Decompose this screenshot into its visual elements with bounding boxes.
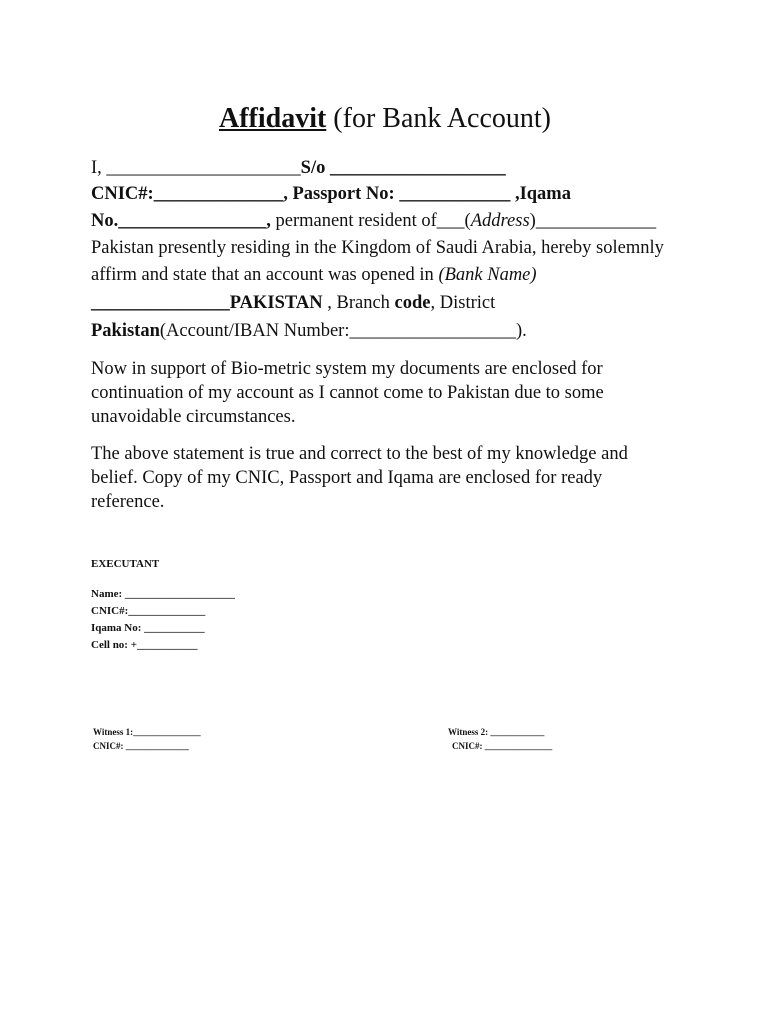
paragraph-line: Now in support of Bio-metric system my documents are enclosed for (91, 359, 603, 379)
resident-text: permanent resident of___( (275, 211, 471, 231)
paragraph-line: belief. Copy of my CNIC, Passport and Iqama are enclosed for ready (91, 468, 603, 488)
paragraph-line: reference. (91, 492, 165, 512)
document-title (0, 102, 770, 136)
name-blank: I, _____________________ (91, 158, 301, 178)
executant-heading: EXECUTANT (91, 558, 160, 570)
bank-pakistan-blank: _______________PAKISTAN (91, 293, 323, 313)
executant-name: Name: ____________________ (91, 588, 235, 600)
identity-line-1 (91, 156, 506, 180)
witness-2: Witness 2: ____________ (448, 727, 545, 737)
identity-line-7 (91, 319, 527, 343)
paragraph-line: The above statement is true and correct to the best of my knowledge and (91, 444, 628, 464)
residence-statement: Pakistan presently residing in the Kingdom of Saudi Arabia, hereby solemnly (91, 238, 664, 258)
paragraph-line: continuation of my account as I cannot come to Pakistan due to some (91, 383, 604, 403)
identity-line-3 (91, 209, 656, 233)
branch-text: , Branch (322, 293, 395, 313)
code-text: code (394, 293, 431, 313)
identity-line-4 (91, 236, 664, 260)
witness-1-cnic: CNIC#: ______________ (93, 741, 189, 751)
identity-line-2 (91, 182, 571, 206)
executant-iqama: Iqama No: ___________ (91, 622, 205, 634)
iqama-no-blank: No.________________, (91, 211, 276, 231)
account-iban-blank: (Account/IBAN Number:__________________). (159, 321, 527, 341)
affirm-statement: affirm and state that an account was opened in (91, 265, 439, 285)
son-of-blank: S/o ___________________ (300, 158, 506, 178)
paragraph-biometric (91, 357, 721, 429)
witness-2-cnic: CNIC#: _______________ (452, 741, 553, 751)
title-main: Affidavit (218, 103, 327, 134)
address-placeholder: Address (470, 211, 530, 231)
title-sub: (for Bank Account) (326, 103, 552, 134)
identity-line-5 (91, 263, 537, 287)
executant-cell: Cell no: +___________ (91, 639, 198, 651)
witness-1: Witness 1:_______________ (93, 727, 201, 737)
paragraph-declaration (91, 442, 721, 514)
paragraph-line: unavoidable circumstances. (91, 407, 296, 427)
identity-line-6 (91, 291, 495, 315)
district-text: , District (430, 293, 496, 313)
address-blank: )_____________ (529, 211, 657, 231)
cnic-passport-line: CNIC#:______________, Passport No: ____________ ,Iqama (91, 184, 571, 204)
executant-cnic: CNIC#:______________ (91, 605, 206, 617)
pakistan-text: Pakistan (91, 321, 160, 341)
bank-name-placeholder: (Bank Name) (438, 265, 537, 285)
